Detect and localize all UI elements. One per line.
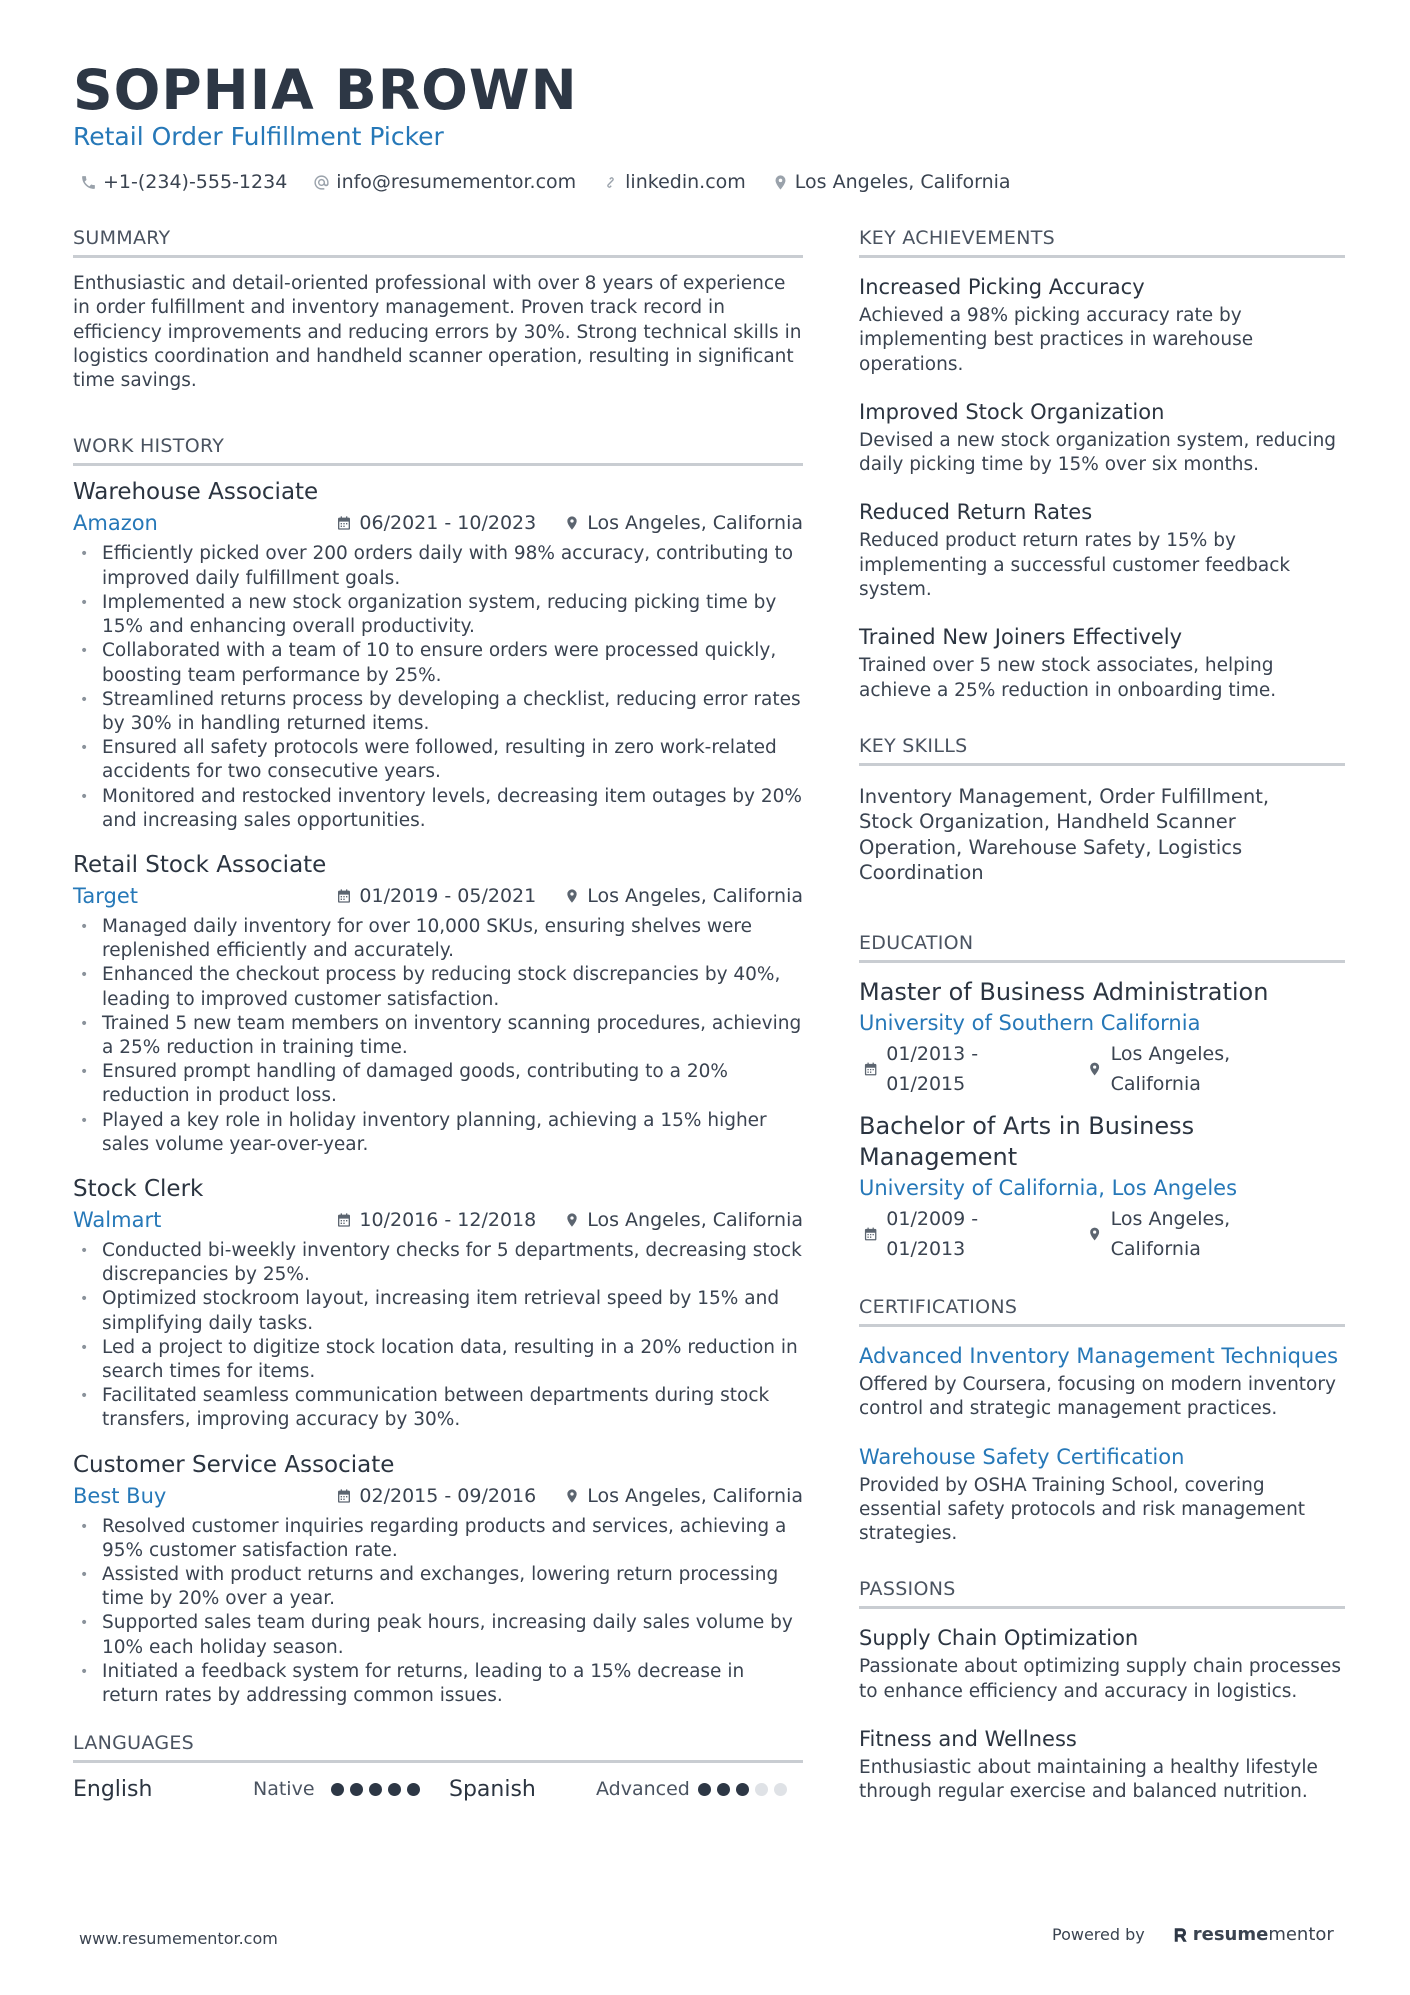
language-rating	[692, 1783, 787, 1796]
location-pin-icon	[1087, 1226, 1102, 1242]
bullet-item: • Assisted with product returns and exchanges, lowering return processing time by 20% over a year.	[73, 1563, 803, 1611]
section-title: SUMMARY	[73, 225, 803, 258]
job-location: Los Angeles, California	[587, 512, 803, 535]
language-rating	[325, 1783, 449, 1796]
bullet-item: • Monitored and restocked inventory levels, decreasing item outages by 20% and increasing sales opportunities.	[73, 785, 803, 833]
bullet-item: • Ensured all safety protocols were followed, resulting in zero work-related accidents for two consecutive years.	[73, 736, 803, 784]
achievement-desc: Devised a new stock organization system, reducing daily picking time by 15% over six months.	[859, 429, 1337, 476]
left-column	[73, 225, 803, 1809]
education-item	[859, 977, 1345, 1099]
school-name: University of Southern California	[859, 1010, 1201, 1035]
job-dates: 01/2019 - 05/2021	[359, 884, 537, 907]
phone-icon	[80, 174, 97, 191]
job-entry	[73, 849, 803, 1157]
calendar-icon	[336, 888, 352, 904]
education-section	[859, 930, 1345, 1264]
education-meta	[859, 1039, 1345, 1099]
bullet-item: • Collaborated with a team of 10 to ensure orders were processed quickly, boosting team performance by 25%.	[73, 639, 803, 687]
company-name: Amazon	[73, 511, 158, 536]
bullet-item: • Enhanced the checkout process by reducing stock discrepancies by 40%, leading to improved customer satisfaction.	[73, 963, 803, 1011]
company-name: Walmart	[73, 1207, 162, 1232]
contact-email[interactable]	[313, 168, 576, 196]
footer-website[interactable]: www.resumementor.com	[79, 1929, 278, 1948]
company-name: Target	[73, 883, 138, 908]
certification-item	[859, 1341, 1345, 1422]
bullet-item: • Optimized stockroom layout, increasing item retrieval speed by 15% and simplifying daily tasks.	[73, 1287, 803, 1335]
job-dates: 02/2015 - 09/2016	[359, 1484, 537, 1507]
education-meta	[859, 1204, 1345, 1264]
bullet-item: • Streamlined returns process by developing a checklist, reducing error rates by 30% in handling returned items.	[73, 688, 803, 736]
education-dates: 01/2013 - 01/2015	[886, 1042, 979, 1095]
job-bullets	[73, 542, 803, 832]
brand-bold: resume	[1192, 1924, 1269, 1945]
job-location: Los Angeles, California	[587, 1484, 803, 1507]
job-meta	[73, 508, 803, 538]
job-dates: 10/2016 - 12/2018	[359, 1208, 537, 1231]
section-title: KEY SKILLS	[859, 733, 1345, 766]
languages-section	[73, 1730, 803, 1809]
certification-item	[859, 1442, 1345, 1547]
job-bullets	[73, 1239, 803, 1433]
passion-item	[859, 1623, 1345, 1704]
education-dates: 01/2009 - 01/2013	[886, 1207, 979, 1260]
language-name: Spanish	[449, 1776, 536, 1802]
brand-light: mentor	[1268, 1924, 1334, 1945]
degree-title: Bachelor of Arts in Business Management	[859, 1111, 1195, 1171]
rating-dot	[407, 1783, 420, 1796]
job-dates: 06/2021 - 10/2023	[359, 512, 537, 535]
education-item	[859, 1111, 1345, 1264]
section-title: CERTIFICATIONS	[859, 1294, 1345, 1327]
location-text: Los Angeles, California	[794, 171, 1011, 193]
link-icon	[602, 174, 619, 191]
bullet-item: • Implemented a new stock organization system, reducing picking time by 15% and enhancing overall productivity.	[73, 591, 803, 639]
achievement-item	[859, 622, 1345, 703]
rating-dot	[774, 1783, 787, 1796]
job-title: Retail Stock Associate	[73, 851, 327, 878]
calendar-icon	[863, 1226, 878, 1242]
rating-dot	[755, 1783, 768, 1796]
certification-desc: Offered by Coursera, focusing on modern inventory control and strategic management practices.	[859, 1373, 1336, 1420]
passion-title: Fitness and Wellness	[859, 1727, 1077, 1752]
bullet-item: • Facilitated seamless communication between departments during stock transfers, improving accuracy by 30%.	[73, 1384, 803, 1432]
calendar-icon	[336, 515, 352, 531]
passion-item	[859, 1724, 1345, 1805]
bullet-item: • Led a project to digitize stock location data, resulting in a 20% reduction in search times for items.	[73, 1336, 803, 1384]
job-meta	[73, 1205, 803, 1235]
section-title: PASSIONS	[859, 1576, 1345, 1609]
company-name: Best Buy	[73, 1483, 167, 1508]
bullet-item: • Supported sales team during peak hours, increasing daily sales volume by 10% each holiday season.	[73, 1611, 803, 1659]
email-text: info@resumementor.com	[336, 171, 577, 193]
footer-brand	[1052, 1924, 1334, 1945]
phone-text: +1-(234)-555-1234	[103, 171, 288, 193]
contact-bar	[80, 168, 1037, 196]
calendar-icon	[336, 1212, 352, 1228]
passion-title: Supply Chain Optimization	[859, 1626, 1139, 1651]
degree-title: Master of Business Administration	[859, 977, 1269, 1006]
bullet-item: • Managed daily inventory for over 10,000 SKUs, ensuring shelves were replenished efficiently and accurately.	[73, 915, 803, 963]
job-meta	[73, 881, 803, 911]
education-location: Los Angeles, California	[1110, 1042, 1231, 1095]
bullet-item: • Resolved customer inquiries regarding products and services, achieving a 95% customer satisfaction rate.	[73, 1515, 803, 1563]
skills-text: Inventory Management, Order Fulfillment, Stock Organization, Handheld Scanner Operation, Warehouse Safety, Logistics Coordination	[859, 784, 1270, 885]
achievement-item	[859, 397, 1345, 478]
right-column	[859, 225, 1345, 1825]
achievement-desc: Achieved a 98% picking accuracy rate by implementing best practices in warehouse operations.	[859, 305, 1254, 375]
job-bullets	[73, 1515, 803, 1709]
summary-text: Enthusiastic and detail-oriented professional with over 8 years of experience in order fulfillment and inventory management. Proven track record in efficiency improvements and reducing errors by 30%. Strong technical skills in logistics coordination and handheld scanner operation, resulting in significant time savings.	[73, 273, 802, 392]
summary-section	[73, 225, 803, 393]
job-bullets	[73, 915, 803, 1157]
language-level: Advanced	[596, 1778, 690, 1801]
bullet-item: • Efficiently picked over 200 orders daily with 98% accuracy, contributing to improved daily fulfillment goals.	[73, 542, 803, 590]
achievement-title: Reduced Return Rates	[859, 500, 1093, 525]
job-meta	[73, 1481, 803, 1511]
language-level: Native	[253, 1778, 315, 1801]
contact-location	[772, 168, 1011, 196]
location-pin-icon	[564, 888, 580, 904]
at-icon	[313, 174, 330, 191]
location-pin-icon	[772, 174, 789, 191]
school-name: University of California, Los Angeles	[859, 1175, 1238, 1200]
brand-logo[interactable]	[1171, 1924, 1334, 1945]
rating-dot	[717, 1783, 730, 1796]
job-title: Warehouse Associate	[73, 479, 319, 506]
rating-dot	[331, 1783, 344, 1796]
rating-dot	[350, 1783, 363, 1796]
key-achievements-section	[859, 225, 1345, 703]
resumementor-logo-icon	[1171, 1926, 1189, 1944]
section-title: KEY ACHIEVEMENTS	[859, 225, 1345, 258]
work-history-section	[73, 433, 803, 1708]
languages-row	[73, 1769, 803, 1809]
candidate-role: Retail Order Fulfillment Picker	[73, 122, 444, 151]
contact-linkedin[interactable]	[602, 168, 746, 196]
certification-desc: Provided by OSHA Training School, covering essential safety protocols and risk management strategies.	[859, 1474, 1306, 1545]
rating-dot	[388, 1783, 401, 1796]
location-pin-icon	[564, 1212, 580, 1228]
section-title: EDUCATION	[859, 930, 1345, 963]
certifications-section	[859, 1294, 1345, 1546]
job-location: Los Angeles, California	[587, 884, 803, 907]
location-pin-icon	[564, 515, 580, 531]
linkedin-text: linkedin.com	[625, 171, 746, 193]
bullet-item: • Conducted bi-weekly inventory checks for 5 departments, decreasing stock discrepancies by 25%.	[73, 1239, 803, 1287]
powered-by-label: Powered by	[1052, 1925, 1145, 1944]
bullet-item: • Trained 5 new team members on inventory scanning procedures, achieving a 25% reduction in training time.	[73, 1012, 803, 1060]
job-entry	[73, 1173, 803, 1433]
contact-phone	[80, 168, 287, 196]
location-pin-icon	[564, 1488, 580, 1504]
key-skills-section	[859, 733, 1345, 886]
bullet-item: • Initiated a feedback system for returns, leading to a 15% decrease in return rates by addressing common issues.	[73, 1660, 803, 1708]
passion-desc: Passionate about optimizing supply chain processes to enhance efficiency and accuracy in logistics.	[859, 1656, 1341, 1702]
achievement-title: Trained New Joiners Effectively	[859, 625, 1183, 650]
candidate-name: SOPHIA BROWN	[73, 58, 578, 122]
achievement-desc: Reduced product return rates by 15% by implementing a successful customer feedback system.	[859, 530, 1291, 601]
section-title: WORK HISTORY	[73, 433, 803, 466]
passions-section	[859, 1576, 1345, 1804]
job-title: Stock Clerk	[73, 1175, 204, 1202]
achievement-item	[859, 497, 1345, 602]
bullet-item: • Ensured prompt handling of damaged goods, contributing to a 20% reduction in product loss.	[73, 1060, 803, 1108]
language-name: English	[73, 1776, 153, 1802]
passion-desc: Enthusiastic about maintaining a healthy lifestyle through regular exercise and balanced nutrition.	[859, 1757, 1318, 1803]
job-entry	[73, 476, 803, 832]
rating-dot	[698, 1783, 711, 1796]
achievement-title: Increased Picking Accuracy	[859, 275, 1145, 299]
calendar-icon	[336, 1488, 352, 1504]
job-entry	[73, 1449, 803, 1709]
achievement-title: Improved Stock Organization	[859, 399, 1165, 424]
job-title: Customer Service Associate	[73, 1451, 395, 1478]
section-title: LANGUAGES	[73, 1730, 803, 1763]
education-location: Los Angeles, California	[1110, 1207, 1231, 1260]
bullet-item: • Played a key role in holiday inventory planning, achieving a 15% higher sales volume year-over-year.	[73, 1109, 803, 1157]
rating-dot	[736, 1783, 749, 1796]
certification-title: Warehouse Safety Certification	[859, 1444, 1185, 1469]
location-pin-icon	[1087, 1061, 1102, 1077]
certification-title: Advanced Inventory Management Techniques	[859, 1343, 1339, 1368]
job-location: Los Angeles, California	[587, 1208, 803, 1231]
rating-dot	[369, 1783, 382, 1796]
achievement-desc: Trained over 5 new stock associates, helping achieve a 25% reduction in onboarding time.	[859, 655, 1277, 701]
achievement-item	[859, 272, 1345, 377]
calendar-icon	[863, 1061, 878, 1077]
